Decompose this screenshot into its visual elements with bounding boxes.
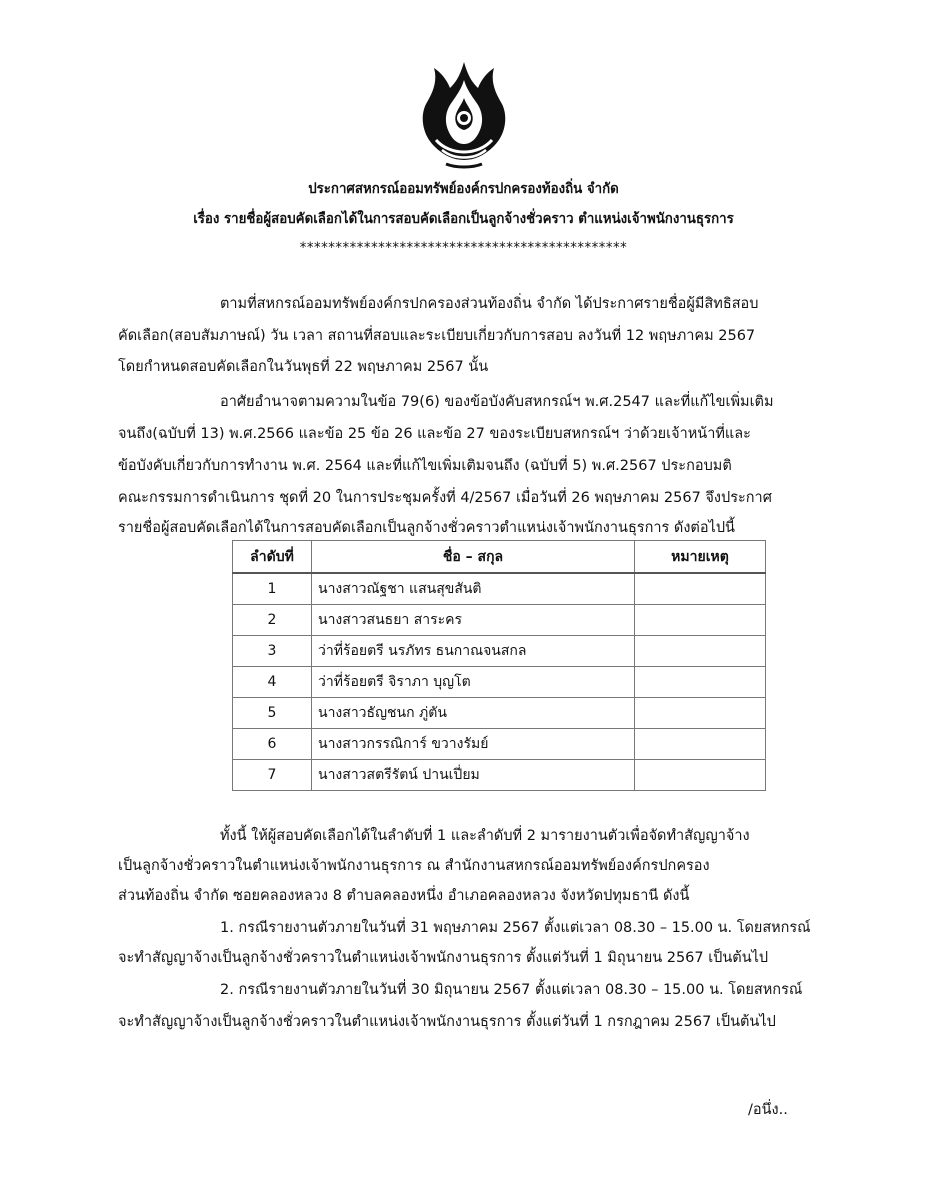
table-row xyxy=(233,729,766,760)
item-2-line-2: จะทำสัญญาจ้างเป็นลูกจ้างชั่วคราวในตำแหน่งเจ้าพนักงานธุรการ ตั้งแต่วันที่ 1 กรกฎาคม 2567 เป็นต้นไป xyxy=(118,1014,776,1030)
paragraph-2-line-1: อาศัยอำนาจตามความในข้อ 79(6) ของข้อบังคับสหกรณ์ฯ พ.ศ.2547 และที่แก้ไขเพิ่มเติม xyxy=(220,394,774,410)
row-name: ว่าที่ร้อยตรี นรภัทร ธนกาณจนสกล xyxy=(312,636,635,667)
row-note xyxy=(635,667,766,698)
paragraph-2-line-2: จนถึง(ฉบับที่ 13) พ.ศ.2566 และข้อ 25 ข้อ 26 และข้อ 27 ของระเบียบสหกรณ์ฯ ว่าด้วยเจ้าหน้าที่และ xyxy=(118,426,751,442)
row-note xyxy=(635,636,766,667)
item-1-line-2: จะทำสัญญาจ้างเป็นลูกจ้างชั่วคราวในตำแหน่งเจ้าพนักงานธุรการ ตั้งแต่วันที่ 1 มิถุนายน 2567 เป็นต้นไป xyxy=(118,950,769,966)
column-header-note: หมายเหตุ xyxy=(635,541,766,574)
row-order: 7 xyxy=(233,760,312,791)
table-row xyxy=(233,667,766,698)
row-order: 6 xyxy=(233,729,312,760)
row-name: ว่าที่ร้อยตรี จิราภา บุญโต xyxy=(312,667,635,698)
column-header-name: ชื่อ – สกุล xyxy=(312,541,635,574)
paragraph-3-line-2: เป็นลูกจ้างชั่วคราวในตำแหน่งเจ้าพนักงานธุรการ ณ สำนักงานสหกรณ์ออมทรัพย์องค์กรปกครอง xyxy=(118,858,710,874)
paragraph-1-line-1: ตามที่สหกรณ์ออมทรัพย์องค์กรปกครองส่วนท้องถิ่น จำกัด ได้ประกาศรายชื่อผู้มีสิทธิสอบ xyxy=(220,296,759,312)
announcement-title: ประกาศสหกรณ์ออมทรัพย์องค์กรปกครองท้องถิ่น จำกัด xyxy=(308,181,619,197)
row-name: นางสาวสตรีรัตน์ ปานเปี่ยม xyxy=(312,760,635,791)
paragraph-1-line-3: โดยกำหนดสอบคัดเลือกในวันพุธที่ 22 พฤษภาคม 2567 นั้น xyxy=(118,359,489,375)
table-row xyxy=(233,573,766,605)
row-note xyxy=(635,605,766,636)
table-header-row xyxy=(233,541,766,574)
row-note xyxy=(635,760,766,791)
paragraph-1-line-2: คัดเลือก(สอบสัมภาษณ์) วัน เวลา สถานที่สอบและระเบียบเกี่ยวกับการสอบ ลงวันที่ 12 พฤษภาคม 2567 xyxy=(118,328,756,344)
continued-marker: /อนึ่ง.. xyxy=(748,1102,788,1118)
row-name: นางสาวณัฐชา แสนสุขสันติ xyxy=(312,573,635,605)
row-name: นางสาวธัญชนก ภู่ตัน xyxy=(312,698,635,729)
table-row xyxy=(233,698,766,729)
table-row xyxy=(233,636,766,667)
table-row xyxy=(233,760,766,791)
paragraph-2-line-4: คณะกรรมการดำเนินการ ชุดที่ 20 ในการประชุมครั้งที่ 4/2567 เมื่อวันที่ 26 พฤษภาคม 2567 จึงประกาศ xyxy=(118,490,772,506)
row-note xyxy=(635,729,766,760)
row-order: 2 xyxy=(233,605,312,636)
row-order: 5 xyxy=(233,698,312,729)
row-order: 3 xyxy=(233,636,312,667)
announcement-subject: เรื่อง รายชื่อผู้สอบคัดเลือกได้ในการสอบคัดเลือกเป็นลูกจ้างชั่วคราว ตำแหน่งเจ้าพนักงานธุรการ xyxy=(193,211,734,227)
row-name: นางสาวกรรณิการ์ ขวางรัมย์ xyxy=(312,729,635,760)
item-2-line-1: 2. กรณีรายงานตัวภายในวันที่ 30 มิถุนายน 2567 ตั้งแต่เวลา 08.30 – 15.00 น. โดยสหกรณ์ xyxy=(220,982,803,998)
passed-candidates-table xyxy=(232,540,766,791)
row-name: นางสาวสนธยา สาระคร xyxy=(312,605,635,636)
paragraph-2-line-5: รายชื่อผู้สอบคัดเลือกได้ในการสอบคัดเลือกเป็นลูกจ้างชั่วคราวตำแหน่งเจ้าพนักงานธุรการ ดังต่อไปนี้ xyxy=(118,520,735,536)
cooperative-logo xyxy=(416,60,512,170)
column-header-order: ลำดับที่ xyxy=(233,541,312,574)
paragraph-2-line-3: ข้อบังคับเกี่ยวกับการทำงาน พ.ศ. 2564 และที่แก้ไขเพิ่มเติมจนถึง (ฉบับที่ 5) พ.ศ.2567 ประกอบมติ xyxy=(118,458,732,474)
row-note xyxy=(635,573,766,605)
paragraph-3-line-3: ส่วนท้องถิ่น จำกัด ซอยคลองหลวง 8 ตำบลคลองหนึ่ง อำเภอคลองหลวง จังหวัดปทุมธานี ดังนี้ xyxy=(118,888,690,904)
paragraph-3-line-1: ทั้งนี้ ให้ผู้สอบคัดเลือกได้ในลำดับที่ 1 และลำดับที่ 2 มารายงานตัวเพื่อจัดทำสัญญาจ้าง xyxy=(220,828,750,844)
row-order: 4 xyxy=(233,667,312,698)
header-separator: ********************************************** xyxy=(299,240,628,256)
item-1-line-1: 1. กรณีรายงานตัวภายในวันที่ 31 พฤษภาคม 2567 ตั้งแต่เวลา 08.30 – 15.00 น. โดยสหกรณ์ xyxy=(220,920,811,936)
table-row xyxy=(233,605,766,636)
row-order: 1 xyxy=(233,573,312,605)
row-note xyxy=(635,698,766,729)
